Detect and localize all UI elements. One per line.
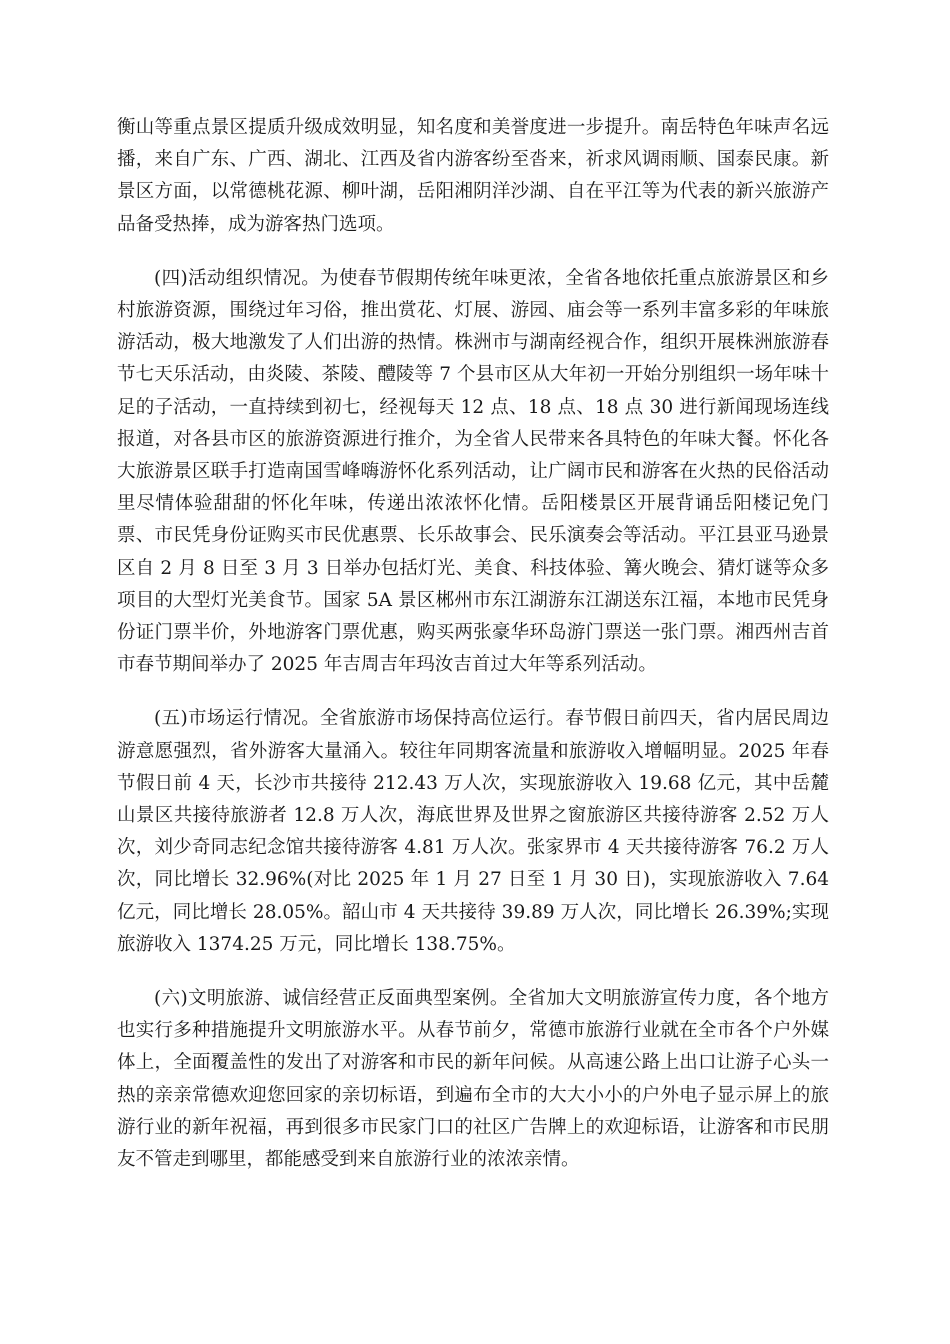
paragraph-market-operation: (五)市场运行情况。全省旅游市场保持高位运行。春节假日前四天，省内居民周边游意愿强烈，省外游客大量涌入。较往年同期客流量和旅游收入增幅明显。2025 年春节假日前 4 天，长沙市共接待 212.43 万人次，实现旅游收入 19.68 亿元，其中岳麓山景区共接待旅游者 12.8 万人次，海底世界及世界之窗旅游区共接待游客 2.52 万人次，刘少奇同志纪念馆共接待游客 4.81 万人次。张家界市 4 天共接待游客 76.2 万人次，同比增长 32.96%(对比 2025 年 1 月 27 日至 1 月 30 日)，实现旅游收入 7.64 亿元，同比增长 28.05%。韶山市 4 天共接待 39.89 万人次，同比增长 26.39%;实现旅游收入 1374.25 万元，同比增长 138.75%。: [117, 708, 829, 955]
paragraph-scenic-areas: 衡山等重点景区提质升级成效明显，知名度和美誉度进一步提升。南岳特色年味声名远播，来自广东、广西、湖北、江西及省内游客纷至沓来，祈求风调雨顺、国泰民康。新景区方面，以常德桃花源、柳叶湖，岳阳湘阴洋沙湖、自在平江等为代表的新兴旅游产品备受热捧，成为游客热门选项。: [117, 117, 829, 235]
document-body: [117, 112, 829, 1198]
paragraph-civilized-tourism: (六)文明旅游、诚信经营正反面典型案例。全省加大文明旅游宣传力度，各个地方也实行多种措施提升文明旅游水平。从春节前夕，常德市旅游行业就在全市各个户外媒体上，全面覆盖性的发出了对游客和市民的新年问候。从高速公路上出口让游子心头一热的亲亲常德欢迎您回家的亲切标语，到遍布全市的大大小小的户外电子显示屏上的旅游行业的新年祝福，再到很多市民家门口的社区广告牌上的欢迎标语，让游客和市民朋友不管走到哪里，都能感受到来自旅游行业的浓浓亲情。: [117, 988, 829, 1171]
paragraph-activities: (四)活动组织情况。为使春节假期传统年味更浓，全省各地依托重点旅游景区和乡村旅游资源，围绕过年习俗，推出赏花、灯展、游园、庙会等一系列丰富多彩的年味旅游活动，极大地激发了人们出游的热情。株洲市与湖南经视合作，组织开展株洲旅游春节七天乐活动，由炎陵、茶陵、醴陵等 7 个县市区从大年初一开始分别组织一场年味十足的子活动，一直持续到初七，经视每天 12 点、18 点、18 点 30 进行新闻现场连线报道，对各县市区的旅游资源进行推介，为全省人民带来各具特色的年味大餐。怀化各大旅游景区联手打造南国雪峰嗨游怀化系列活动，让广阔市民和游客在火热的民俗活动里尽情体验甜甜的怀化年味，传递出浓浓怀化情。岳阳楼景区开展背诵岳阳楼记免门票、市民凭身份证购买市民优惠票、长乐故事会、民乐演奏会等活动。平江县亚马逊景区自 2 月 8 日至 3 月 3 日举办包括灯光、美食、科技体验、篝火晚会、猜灯谜等众多项目的大型灯光美食节。国家 5A 景区郴州市东江湖游东江湖送东江福，本地市民凭身份证门票半价，外地游客门票优惠，购买两张豪华环岛游门票送一张门票。湘西州吉首市春节期间举办了 2025 年吉周吉年玛汝吉首过大年等系列活动。: [117, 267, 829, 676]
